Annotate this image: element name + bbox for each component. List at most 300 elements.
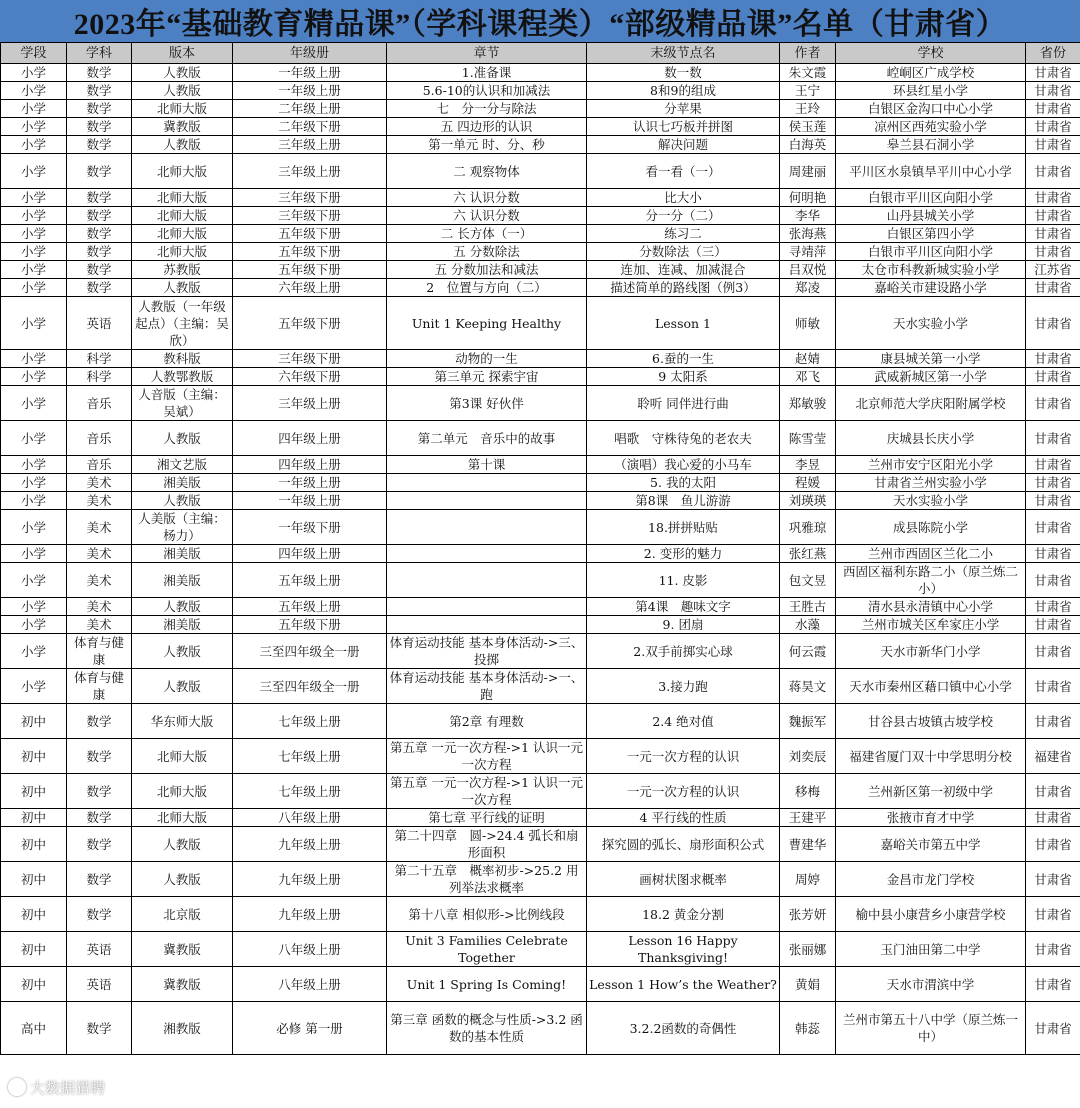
table-cell: 甘肃省 — [1026, 350, 1080, 368]
table-cell: 甘肃省 — [1026, 279, 1080, 297]
table-row — [1, 809, 1080, 827]
table-cell: 第8课 鱼儿游游 — [587, 492, 780, 510]
table-cell: 二年级上册 — [233, 100, 387, 118]
table-cell: 一年级上册 — [233, 492, 387, 510]
table-row — [1, 189, 1080, 207]
table-cell: 二年级下册 — [233, 118, 387, 136]
table-cell: 数学 — [67, 862, 132, 897]
table-cell: 三年级下册 — [233, 189, 387, 207]
table-cell: 北师大版 — [132, 100, 233, 118]
table-cell: 甘肃省 — [1026, 492, 1080, 510]
table-cell: 第十八章 相似形->比例线段 — [387, 897, 587, 932]
table-row — [1, 1002, 1080, 1055]
table-cell: 甘肃省 — [1026, 598, 1080, 616]
table-cell: 兰州市城关区牟家庄小学 — [836, 616, 1026, 634]
table-cell: 第4课 趣味文字 — [587, 598, 780, 616]
table-cell: 人教版 — [132, 136, 233, 154]
table-cell: 数学 — [67, 1002, 132, 1055]
table-cell: 数学 — [67, 261, 132, 279]
table-cell: 白银区金沟口中心小学 — [836, 100, 1026, 118]
table-row — [1, 386, 1080, 421]
table-row — [1, 154, 1080, 189]
table-cell: 音乐 — [67, 421, 132, 456]
table-cell: 9. 团扇 — [587, 616, 780, 634]
table-cell: 三年级上册 — [233, 154, 387, 189]
table-cell: 第二单元 音乐中的故事 — [387, 421, 587, 456]
table-cell: 甘肃省 — [1026, 207, 1080, 225]
table-row — [1, 598, 1080, 616]
table-cell: 2 位置与方向（二） — [387, 279, 587, 297]
table-cell: 小学 — [1, 261, 67, 279]
table-cell: 数学 — [67, 189, 132, 207]
table-cell: 甘肃省 — [1026, 297, 1080, 350]
table-row — [1, 634, 1080, 669]
table-cell: 八年级上册 — [233, 932, 387, 967]
table-cell: 初中 — [1, 932, 67, 967]
table-cell: 体育运动技能 基本身体活动->三、投掷 — [387, 634, 587, 669]
table-cell: 小学 — [1, 225, 67, 243]
table-cell: 周建丽 — [780, 154, 836, 189]
table-cell: 探究圆的弧长、扇形面积公式 — [587, 827, 780, 862]
table-cell: 小学 — [1, 118, 67, 136]
table-cell: 5. 我的太阳 — [587, 474, 780, 492]
table-cell: 北师大版 — [132, 207, 233, 225]
table-cell: 小学 — [1, 297, 67, 350]
table-cell: 巩雅琼 — [780, 510, 836, 545]
table-cell: 湘美版 — [132, 545, 233, 563]
table-cell: 三年级上册 — [233, 136, 387, 154]
table-cell: 北京师范大学庆阳附属学校 — [836, 386, 1026, 421]
table-cell: 北师大版 — [132, 154, 233, 189]
table-cell: 水藻 — [780, 616, 836, 634]
table-cell: Unit 1 Keeping Healthy — [387, 297, 587, 350]
table-cell: 人教版 — [132, 634, 233, 669]
table-cell: 一年级上册 — [233, 474, 387, 492]
table-cell: 小学 — [1, 563, 67, 598]
table-cell: 王胜古 — [780, 598, 836, 616]
table-cell: 八年级上册 — [233, 967, 387, 1002]
table-cell: 九年级上册 — [233, 862, 387, 897]
table-cell: 连加、连减、加减混合 — [587, 261, 780, 279]
table-cell: Unit 3 Families Celebrate Together — [387, 932, 587, 967]
table-cell: Lesson 16 Happy Thanksgiving! — [587, 932, 780, 967]
table-cell: 邓飞 — [780, 368, 836, 386]
table-cell: 六 认识分数 — [387, 207, 587, 225]
table-cell: 兰州市第五十八中学（原兰炼一中） — [836, 1002, 1026, 1055]
table-row — [1, 100, 1080, 118]
table-cell: 冀教版 — [132, 932, 233, 967]
header-row — [1, 43, 1080, 64]
table-cell: 体育与健康 — [67, 634, 132, 669]
table-cell: 初中 — [1, 967, 67, 1002]
table-cell: 甘肃省 — [1026, 634, 1080, 669]
table-cell: 甘肃省 — [1026, 774, 1080, 809]
table-cell: 甘肃省 — [1026, 616, 1080, 634]
table-cell: 江苏省 — [1026, 261, 1080, 279]
table-cell: 环县红星小学 — [836, 82, 1026, 100]
table-cell: 小学 — [1, 492, 67, 510]
table-cell: 甘肃省 — [1026, 545, 1080, 563]
table-row — [1, 492, 1080, 510]
table-cell: 数学 — [67, 774, 132, 809]
course-table — [0, 42, 1080, 1055]
table-row — [1, 774, 1080, 809]
table-cell: 人教版 — [132, 862, 233, 897]
table-cell: 数学 — [67, 225, 132, 243]
table-cell: 冀教版 — [132, 967, 233, 1002]
table-cell: 周婷 — [780, 862, 836, 897]
table-cell: 七年级上册 — [233, 739, 387, 774]
table-cell: 数学 — [67, 118, 132, 136]
watermark-text: 大数据猎聘 — [30, 1078, 106, 1097]
table-cell: 庆城县长庆小学 — [836, 421, 1026, 456]
table-cell: 王玲 — [780, 100, 836, 118]
table-cell: 甘肃省 — [1026, 386, 1080, 421]
table-cell: 甘肃省 — [1026, 118, 1080, 136]
table-cell: 韩蕊 — [780, 1002, 836, 1055]
table-cell: 小学 — [1, 189, 67, 207]
table-body — [1, 64, 1080, 1055]
table-cell: 甘肃省 — [1026, 154, 1080, 189]
table-cell: 英语 — [67, 297, 132, 350]
table-cell: 美术 — [67, 492, 132, 510]
table-cell: 甘肃省 — [1026, 368, 1080, 386]
table-cell: 甘肃省 — [1026, 510, 1080, 545]
table-cell: 武威新城区第一小学 — [836, 368, 1026, 386]
table-cell: 第二十五章 概率初步->25.2 用列举法求概率 — [387, 862, 587, 897]
table-cell: 湘文艺版 — [132, 456, 233, 474]
table-cell: 数一数 — [587, 64, 780, 82]
table-cell: 英语 — [67, 967, 132, 1002]
table-cell: 小学 — [1, 616, 67, 634]
table-row — [1, 261, 1080, 279]
table-row — [1, 207, 1080, 225]
table-cell: 认识七巧板并拼图 — [587, 118, 780, 136]
table-cell: 七年级上册 — [233, 704, 387, 739]
table-cell: 科学 — [67, 368, 132, 386]
column-header: 学科 — [67, 43, 132, 64]
column-header: 学校 — [836, 43, 1026, 64]
table-cell: 五年级上册 — [233, 598, 387, 616]
table-cell: 白海英 — [780, 136, 836, 154]
table-cell: 科学 — [67, 350, 132, 368]
table-cell — [387, 598, 587, 616]
table-cell: 人教鄂教版 — [132, 368, 233, 386]
table-cell: 解决问题 — [587, 136, 780, 154]
table-cell: 侯玉莲 — [780, 118, 836, 136]
table-cell: 天水实验小学 — [836, 297, 1026, 350]
table-row — [1, 350, 1080, 368]
table-row — [1, 243, 1080, 261]
table-cell: 甘肃省 — [1026, 456, 1080, 474]
table-cell: 数学 — [67, 100, 132, 118]
table-cell: 数学 — [67, 243, 132, 261]
table-cell: 三年级下册 — [233, 350, 387, 368]
table-cell — [387, 545, 587, 563]
table-cell: 数学 — [67, 827, 132, 862]
table-cell: 曹建华 — [780, 827, 836, 862]
table-row — [1, 669, 1080, 704]
table-row — [1, 297, 1080, 350]
table-row — [1, 563, 1080, 598]
table-cell: 嘉峪关市建设路小学 — [836, 279, 1026, 297]
table-cell: 甘肃省 — [1026, 136, 1080, 154]
table-cell: 小学 — [1, 64, 67, 82]
table-cell: 北京版 — [132, 897, 233, 932]
table-cell: 天水实验小学 — [836, 492, 1026, 510]
table-cell: 看一看（一） — [587, 154, 780, 189]
table-cell: 数学 — [67, 704, 132, 739]
table-cell: 北师大版 — [132, 739, 233, 774]
table-cell: 陈雪莹 — [780, 421, 836, 456]
table-row — [1, 225, 1080, 243]
table-cell: 四年级上册 — [233, 456, 387, 474]
table-cell: 甘肃省 — [1026, 100, 1080, 118]
table-cell: 小学 — [1, 243, 67, 261]
table-cell: 数学 — [67, 279, 132, 297]
table-row — [1, 136, 1080, 154]
table-row — [1, 932, 1080, 967]
table-cell: 小学 — [1, 100, 67, 118]
table-cell: 四年级上册 — [233, 421, 387, 456]
table-cell: 甘肃省兰州实验小学 — [836, 474, 1026, 492]
table-cell: 小学 — [1, 474, 67, 492]
column-header: 版本 — [132, 43, 233, 64]
table-cell: 初中 — [1, 809, 67, 827]
table-cell: 刘瑛瑛 — [780, 492, 836, 510]
table-cell: 王建平 — [780, 809, 836, 827]
table-cell: 小学 — [1, 386, 67, 421]
table-cell: 体育运动技能 基本身体活动->一、跑 — [387, 669, 587, 704]
table-cell: 小学 — [1, 368, 67, 386]
table-cell: 五年级上册 — [233, 563, 387, 598]
table-cell: 3.2.2函数的奇偶性 — [587, 1002, 780, 1055]
table-cell: 小学 — [1, 634, 67, 669]
table-cell: 小学 — [1, 545, 67, 563]
table-cell: 五 分数除法 — [387, 243, 587, 261]
table-cell: 北师大版 — [132, 243, 233, 261]
table-row — [1, 368, 1080, 386]
table-cell: 音乐 — [67, 386, 132, 421]
table-cell: 赵婧 — [780, 350, 836, 368]
table-cell: 人教版 — [132, 669, 233, 704]
table-cell: 第3课 好伙伴 — [387, 386, 587, 421]
table-row — [1, 967, 1080, 1002]
table-cell: 小学 — [1, 136, 67, 154]
table-cell: 移梅 — [780, 774, 836, 809]
table-cell: 小学 — [1, 154, 67, 189]
table-row — [1, 456, 1080, 474]
table-cell: 湘教版 — [132, 1002, 233, 1055]
table-cell: 二 长方体（一） — [387, 225, 587, 243]
column-header: 章节 — [387, 43, 587, 64]
table-row — [1, 616, 1080, 634]
table-cell: 五年级下册 — [233, 616, 387, 634]
table-cell: 5.6-10的认识和加减法 — [387, 82, 587, 100]
table-cell: 第2章 有理数 — [387, 704, 587, 739]
table-cell: 一元一次方程的认识 — [587, 774, 780, 809]
table-cell: 五年级下册 — [233, 225, 387, 243]
table-row — [1, 421, 1080, 456]
table-cell: 英语 — [67, 932, 132, 967]
table-cell: 兰州新区第一初级中学 — [836, 774, 1026, 809]
table-cell: 人教版 — [132, 492, 233, 510]
table-cell: 初中 — [1, 897, 67, 932]
table-cell: 皋兰县石洞小学 — [836, 136, 1026, 154]
table-cell: 甘肃省 — [1026, 225, 1080, 243]
table-cell: 初中 — [1, 704, 67, 739]
table-cell: 小学 — [1, 279, 67, 297]
table-cell: 数学 — [67, 82, 132, 100]
table-cell: Lesson 1 How’s the Weather? — [587, 967, 780, 1002]
table-cell: 数学 — [67, 136, 132, 154]
table-cell: 小学 — [1, 421, 67, 456]
table-cell: 清水县永清镇中心小学 — [836, 598, 1026, 616]
table-row — [1, 545, 1080, 563]
table-cell: 18.拼拼贴贴 — [587, 510, 780, 545]
table-cell: 冀教版 — [132, 118, 233, 136]
table-cell: 甘肃省 — [1026, 474, 1080, 492]
table-cell: 第五章 一元一次方程->1 认识一元一次方程 — [387, 739, 587, 774]
table-cell: 人教版 — [132, 598, 233, 616]
table-cell: 郑凌 — [780, 279, 836, 297]
table-cell: 凉州区西苑实验小学 — [836, 118, 1026, 136]
table-cell: 数学 — [67, 809, 132, 827]
table-cell: 何明艳 — [780, 189, 836, 207]
table-cell: （演唱）我心爱的小马车 — [587, 456, 780, 474]
table-cell: 玉门油田第二中学 — [836, 932, 1026, 967]
table-row — [1, 64, 1080, 82]
table-cell: 天水市渭滨中学 — [836, 967, 1026, 1002]
table-cell: 聆听 同伴进行曲 — [587, 386, 780, 421]
table-cell: 张红燕 — [780, 545, 836, 563]
table-cell: 一年级下册 — [233, 510, 387, 545]
table-cell: 张海燕 — [780, 225, 836, 243]
table-cell: 小学 — [1, 207, 67, 225]
table-cell: 甘肃省 — [1026, 421, 1080, 456]
table-cell: 体育与健康 — [67, 669, 132, 704]
table-cell: 李昱 — [780, 456, 836, 474]
table-cell: 白银区第四小学 — [836, 225, 1026, 243]
table-cell: 人教版 — [132, 279, 233, 297]
table-cell — [387, 616, 587, 634]
table-cell: 美术 — [67, 598, 132, 616]
column-header: 年级册 — [233, 43, 387, 64]
table-cell: 康县城关第一小学 — [836, 350, 1026, 368]
table-cell: 甘肃省 — [1026, 669, 1080, 704]
table-cell: 人音版（主编：吴斌） — [132, 386, 233, 421]
table-cell: 甘肃省 — [1026, 82, 1080, 100]
table-cell: 8和9的组成 — [587, 82, 780, 100]
table-cell: 张丽娜 — [780, 932, 836, 967]
table-cell: 三至四年级全一册 — [233, 669, 387, 704]
table-cell: 美术 — [67, 563, 132, 598]
table-cell: 平川区水泉镇旱平川中心小学 — [836, 154, 1026, 189]
table-cell: 第二十四章 圆->24.4 弧长和扇形面积 — [387, 827, 587, 862]
table-cell: 苏教版 — [132, 261, 233, 279]
table-cell: 甘肃省 — [1026, 967, 1080, 1002]
table-cell: 人教版 — [132, 64, 233, 82]
table-cell: 北师大版 — [132, 225, 233, 243]
table-cell: 第五章 一元一次方程->1 认识一元一次方程 — [387, 774, 587, 809]
table-cell: 六年级上册 — [233, 279, 387, 297]
table-cell: 包文昱 — [780, 563, 836, 598]
table-cell: 九年级上册 — [233, 897, 387, 932]
table-cell: 小学 — [1, 456, 67, 474]
table-cell: 1.准备课 — [387, 64, 587, 82]
table-cell: 崆峒区广成学校 — [836, 64, 1026, 82]
table-cell — [387, 474, 587, 492]
table-row — [1, 474, 1080, 492]
table-cell: 九年级上册 — [233, 827, 387, 862]
table-cell: 美术 — [67, 510, 132, 545]
table-cell: 初中 — [1, 739, 67, 774]
table-cell: 四年级上册 — [233, 545, 387, 563]
table-cell: 金昌市龙门学校 — [836, 862, 1026, 897]
table-cell — [387, 492, 587, 510]
table-cell: 甘肃省 — [1026, 809, 1080, 827]
table-cell: 五 四边形的认识 — [387, 118, 587, 136]
table-cell: 美术 — [67, 474, 132, 492]
table-cell: 一年级上册 — [233, 82, 387, 100]
table-cell: 数学 — [67, 739, 132, 774]
table-cell: 画树状图求概率 — [587, 862, 780, 897]
table-cell: 天水市新华门小学 — [836, 634, 1026, 669]
table-cell: 蒋昊文 — [780, 669, 836, 704]
table-cell: 师敏 — [780, 297, 836, 350]
table-cell: 美术 — [67, 545, 132, 563]
table-cell: 人美版（主编：杨力） — [132, 510, 233, 545]
table-cell: 何云霞 — [780, 634, 836, 669]
table-cell: 第十课 — [387, 456, 587, 474]
column-header: 末级节点名 — [587, 43, 780, 64]
table-cell: 程媛 — [780, 474, 836, 492]
table-cell: 六年级下册 — [233, 368, 387, 386]
table-cell: 分一分（二） — [587, 207, 780, 225]
watermark — [8, 1073, 158, 1101]
table-cell: 数学 — [67, 154, 132, 189]
table-cell: 福建省厦门双十中学思明分校 — [836, 739, 1026, 774]
table-cell: 小学 — [1, 350, 67, 368]
table-cell: 教科版 — [132, 350, 233, 368]
table-cell: 第三章 函数的概念与性质->3.2 函数的基本性质 — [387, 1002, 587, 1055]
table-cell: Lesson 1 — [587, 297, 780, 350]
table-cell: 初中 — [1, 862, 67, 897]
table-cell: 美术 — [67, 616, 132, 634]
table-cell: 湘美版 — [132, 616, 233, 634]
table-cell: 人教版 — [132, 82, 233, 100]
table-cell: 华东师大版 — [132, 704, 233, 739]
table-cell: 李华 — [780, 207, 836, 225]
table-cell: 湘美版 — [132, 474, 233, 492]
table-row — [1, 739, 1080, 774]
table-cell: 刘奕辰 — [780, 739, 836, 774]
table-cell: 榆中县小康营乡小康营学校 — [836, 897, 1026, 932]
table-cell: 八年级上册 — [233, 809, 387, 827]
table-cell: 甘肃省 — [1026, 827, 1080, 862]
table-cell: 三至四年级全一册 — [233, 634, 387, 669]
table-cell: 6.蚕的一生 — [587, 350, 780, 368]
table-cell: 张芳妍 — [780, 897, 836, 932]
table-cell: 甘肃省 — [1026, 563, 1080, 598]
table-cell: 五年级下册 — [233, 243, 387, 261]
table-cell: 张掖市育才中学 — [836, 809, 1026, 827]
table-cell: 18.2 黄金分割 — [587, 897, 780, 932]
table-cell: 初中 — [1, 774, 67, 809]
table-cell: 寻靖萍 — [780, 243, 836, 261]
column-header: 学段 — [1, 43, 67, 64]
table-cell: 兰州市安宁区阳光小学 — [836, 456, 1026, 474]
